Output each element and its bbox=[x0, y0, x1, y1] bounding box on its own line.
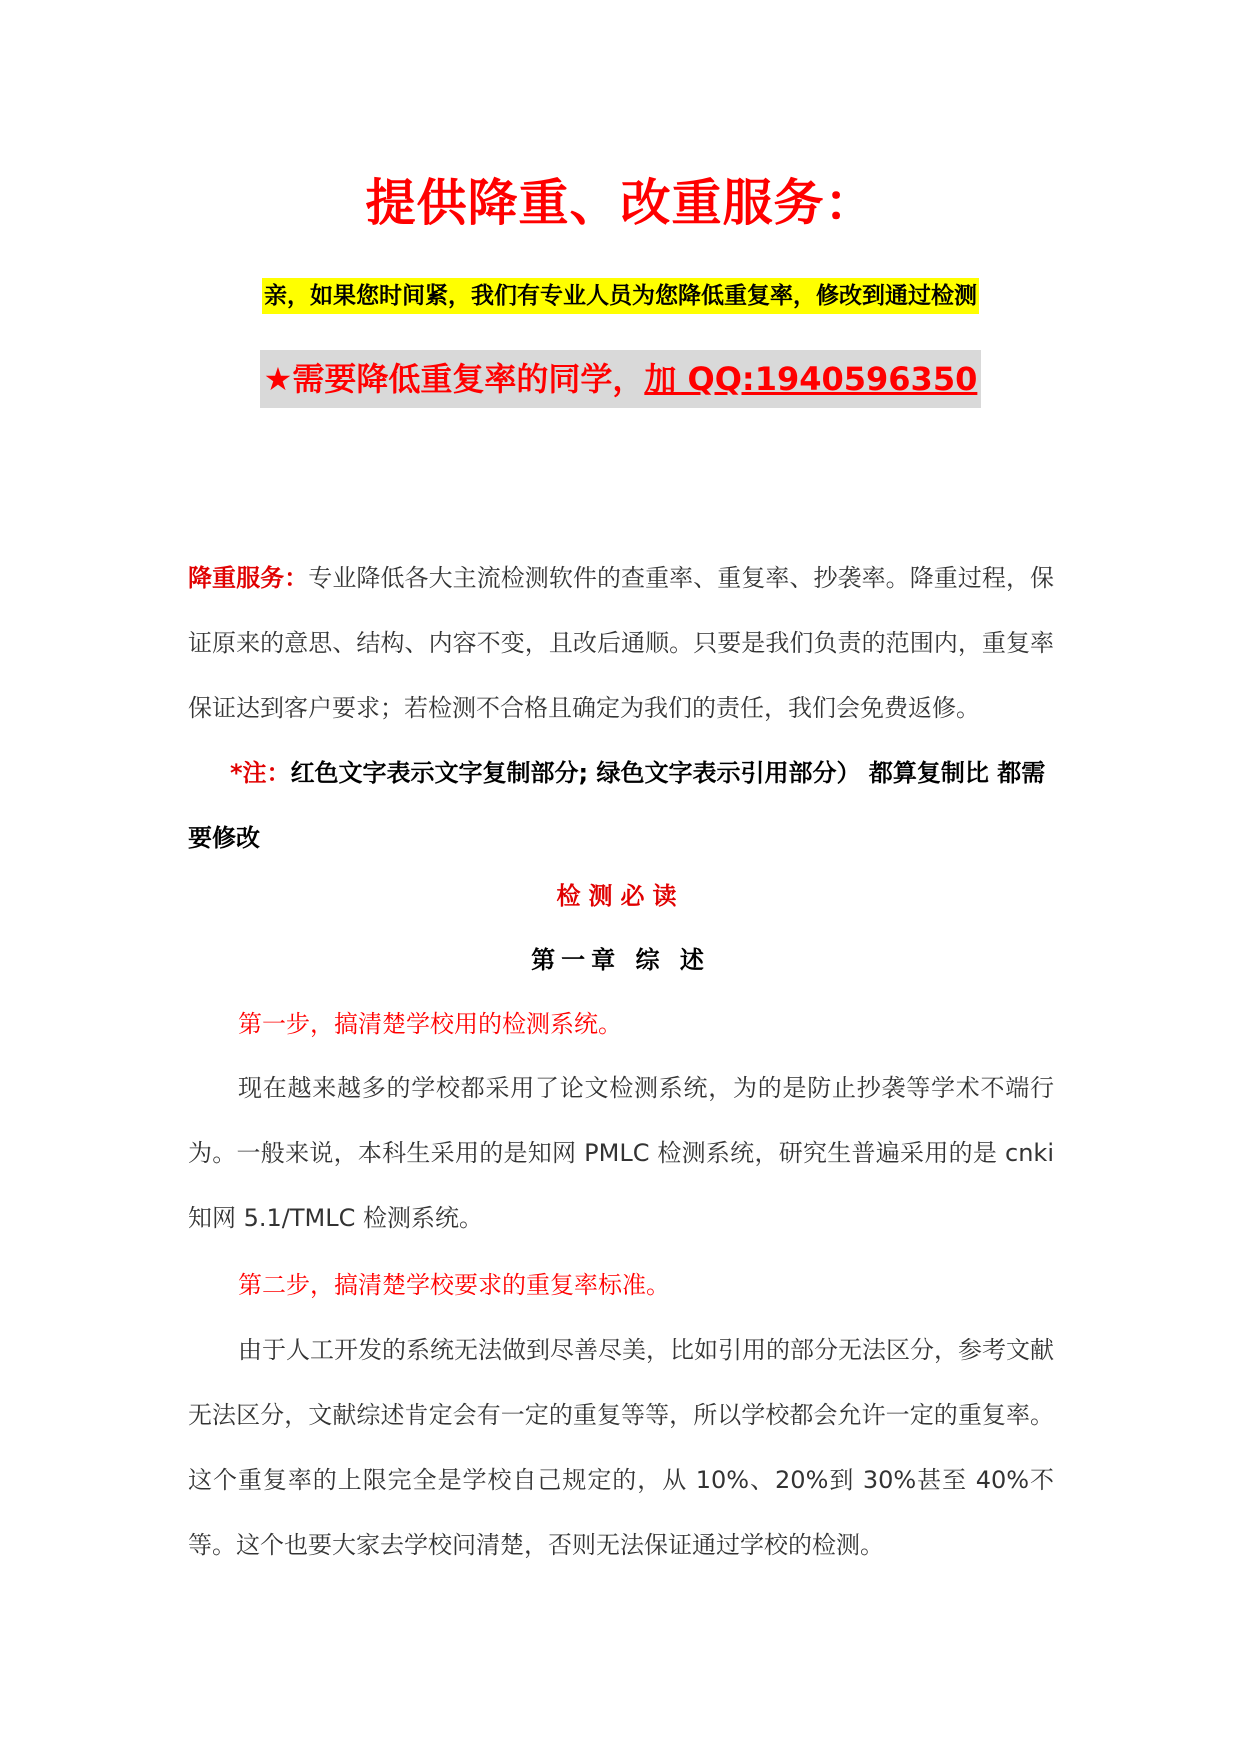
service-text: 专业降低各大主流检测软件的查重率、重复率、抄袭率。降重过程，保证原来的意思、结构、内容不变，且改后通顺。只要是我们负责的范围内，重复率保证达到客户要求；若检测不合格且确定为我们的责任，我们会免费返修。 bbox=[188, 564, 1055, 722]
contact-prefix: ★需要降低重复率的同学， bbox=[263, 360, 645, 398]
chapter-title: 第一章 综 述 bbox=[531, 946, 710, 974]
service-paragraph bbox=[188, 546, 1054, 741]
subtitle-container bbox=[0, 278, 1241, 314]
step-2-title: 第二步，搞清楚学校要求的重复率标准。 bbox=[238, 1271, 670, 1299]
note-label: *注： bbox=[230, 759, 291, 787]
note-paragraph bbox=[188, 741, 1054, 871]
highlighted-subtitle: 亲，如果您时间紧，我们有专业人员为您降低重复率，修改到通过检测 bbox=[262, 278, 979, 314]
note-text: 红色文字表示文字复制部分; 绿色文字表示引用部分） 都算复制比 都需要修改 bbox=[188, 759, 1046, 852]
contact-line bbox=[260, 350, 982, 408]
step-2-body: 由于人工开发的系统无法做到尽善尽美，比如引用的部分无法区分，参考文献无法区分，文献综述肯定会有一定的重复等等，所以学校都会允许一定的重复率。这个重复率的上限完全是学校自己规定的，从 10%、20%到 30%甚至 40%不等。这个也要大家去学校问清楚，否则无法保证通过学校的检测。 bbox=[188, 1336, 1054, 1559]
contact-banner bbox=[0, 350, 1241, 408]
page-title: 提供降重、改重服务： bbox=[365, 174, 876, 232]
qq-contact-link[interactable]: 加 QQ:1940596350 bbox=[644, 360, 978, 398]
section-title: 检测必读 bbox=[556, 882, 685, 910]
service-label: 降重服务： bbox=[188, 564, 309, 592]
step-1-title: 第一步，搞清楚学校用的检测系统。 bbox=[238, 1010, 622, 1038]
step-1-body: 现在越来越多的学校都采用了论文检测系统，为的是防止抄袭等学术不端行为。一般来说，本科生采用的是知网 PMLC 检测系统，研究生普遍采用的是 cnki 知网 5.1/TMLC 检测系统。 bbox=[188, 1074, 1054, 1232]
